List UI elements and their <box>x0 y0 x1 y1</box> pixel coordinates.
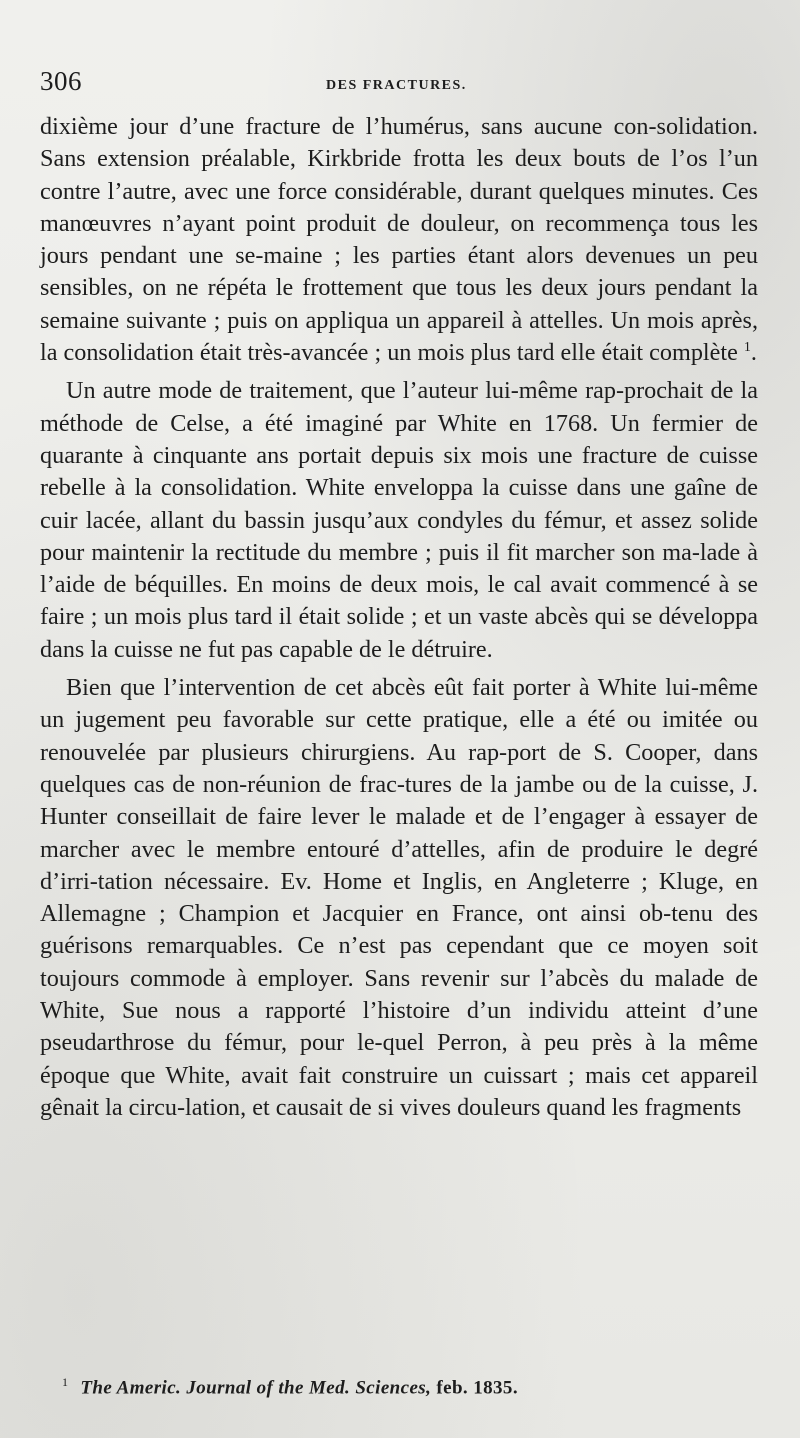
paragraph-1-text: dixième jour d’une fracture de l’humérus, sans aucune con-solidation. Sans extension préalable, Kirkbride frotta les deux bouts de l’os l’un contre l’autre, avec une force considérable, durant quelques minutes. Ces manœuvres n’ayant point produit de douleur, on recommença tous les jours pendant une se-maine ; les parties étant alors devenues un peu sensibles, on ne répéta le frottement que tous les deux jours pendant la semaine suivante ; puis on appliqua un appareil à attelles. Un mois après, la consolidation était très-avancée ; un mois plus tard elle était complète <box>40 113 758 367</box>
body-text <box>40 111 758 1124</box>
footnote <box>62 1375 752 1399</box>
footnote-number: 1 <box>62 1375 69 1389</box>
footnote-date: feb. 1835. <box>436 1377 518 1399</box>
page-header <box>40 66 760 106</box>
paragraph-1 <box>40 111 758 369</box>
paragraph-3-text: Bien que l’intervention de cet abcès eût fait porter à White lui-même un jugement peu favorable sur cette pratique, elle a été ou imitée ou renouvelée par plusieurs chirurgiens. Au rap-port de S. Cooper, dans quelques cas de non-réunion de frac-tures de la jambe ou de la cuisse, J. Hunter conseillait de faire lever le malade et de l’engager à essayer de marcher avec le membre entouré d’attelles, afin de produire le degré d’irri-tation nécessaire. Ev. Home et Inglis, en Angleterre ; Kluge, en Allemagne ; Champion et Jacquier en France, ont ainsi ob-tenu des guérisons remarquables. Ce n’est pas cependant que ce moyen soit toujours commode à employer. Sans revenir sur l’abcès du malade de White, Sue nous a rapporté l’histoire d’un individu atteint d’une pseudarthrose du fémur, pour le-quel Perron, à peu près à la même époque que White, avait fait construire un cuissart ; mais cet appareil gênait la circu-lation, et causait de si vives douleurs quand les fragments <box>40 674 758 1121</box>
footnote-journal: The Americ. Journal of the Med. Sciences, <box>80 1377 432 1399</box>
paragraph-2-text: Un autre mode de traitement, que l’auteur lui-même rap-prochait de la méthode de Celse, a été imaginé par White en 1768. Un fermier de quarante à cinquante ans portait depuis six mois une fracture de cuisse rebelle à la consolidation. White enveloppa la cuisse dans une gaîne de cuir lacée, allant du bassin jusqu’aux condyles du fémur, et assez solide pour maintenir la rectitude du membre ; puis il fit marcher son ma-lade à l’aide de béquilles. En moins de deux mois, le cal avait commencé à se faire ; un mois plus tard il était solide ; et un vaste abcès qui se développa dans la cuisse ne fut pas capable de le détruire. <box>40 377 758 663</box>
page-number: 306 <box>40 66 82 96</box>
paragraph-1-end: . <box>750 339 757 367</box>
footnote-reference: 1 <box>743 340 751 356</box>
running-head: DES FRACTURES. <box>326 78 467 93</box>
paragraph-3 <box>40 672 758 1124</box>
paragraph-2 <box>40 375 758 666</box>
